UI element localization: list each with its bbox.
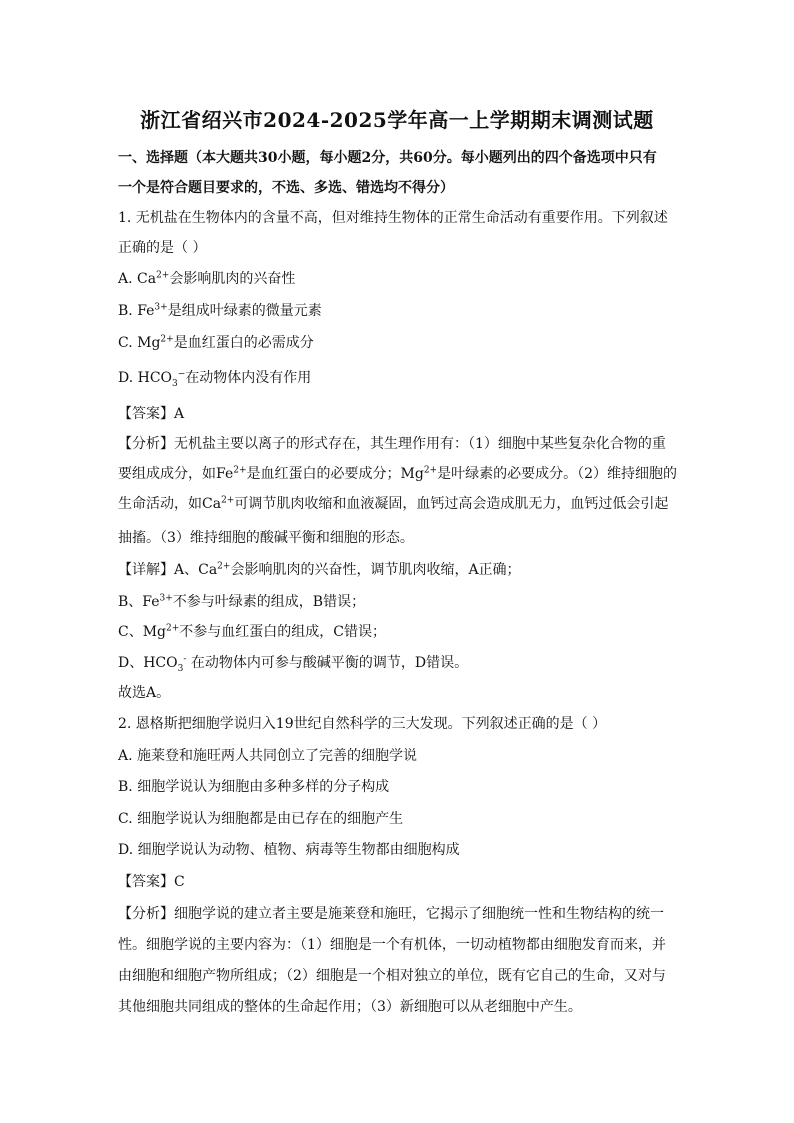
q2-option-c: C. 细胞学说认为细胞都是由已存在的细胞产生 — [118, 811, 404, 827]
q1-detail-line-3: C、$Mg^{2+}$不参与血红蛋白的组成，C错误； — [118, 623, 387, 640]
q1-analysis-line-1: 【分析】无机盐主要以离子的形式存在，其生理作用有：（1）细胞中某些复杂化合物的重 — [118, 436, 666, 452]
q2-analysis-line-1: 【分析】细胞学说的建立者主要是施莱登和施旺，它揭示了细胞统一性和生物结构的统一 — [118, 906, 664, 922]
q2-answer: 【答案】C — [118, 874, 185, 890]
q1-detail-line-1: 【详解】A、$Ca^{2+}$会影响肌肉的兴奋性，调节肌肉收缩，A正确； — [118, 561, 521, 578]
q2-analysis-line-2: 性。细胞学说的主要内容为：（1）细胞是一个有机体，一切动植物都由细胞发育而来，并 — [118, 937, 666, 953]
q1-analysis-line-4: 抽搐。（3）维持细胞的酸碱平衡和细胞的形态。 — [118, 530, 414, 546]
q1-option-c: C. $Mg^{2+}$是血红蛋白的必需成分 — [118, 334, 314, 351]
q1-answer: 【答案】A — [118, 406, 185, 422]
q1-option-d: D. $HCO_3^-$在动物体内没有作用 — [118, 369, 312, 389]
q2-option-b: B. 细胞学说认为细胞由多种多样的分子构成 — [118, 779, 390, 795]
section-heading-line-2: 一个是符合题目要求的，不选、多选、错选均不得分） — [118, 180, 454, 196]
q2-analysis-line-4: 其他细胞共同组成的整体的生命起作用；（3）新细胞可以从老细胞中产生。 — [118, 999, 582, 1015]
section-heading-line-1: 一、选择题（本大题共30小题，每小题2分，共60分。每小题列出的四个备选项中只有 — [118, 150, 657, 166]
q1-analysis-line-2: 要组成成分，如$Fe^{2+}$是血红蛋白的必要成分；$Mg^{2+}$是叶绿素的必要成分。（2）维持细胞的 — [118, 465, 677, 482]
q1-detail-line-2: B、$Fe^{3+}$不参与叶绿素的组成，B错误； — [118, 593, 366, 610]
q1-analysis-line-3: 生命活动，如$Ca^{2+}$可调节肌肉收缩和血液凝固，血钙过高会造成肌无力，血钙过低会引起 — [118, 495, 669, 512]
q2-option-a: A. 施莱登和施旺两人共同创立了完善的细胞学说 — [118, 748, 418, 764]
q1-stem-line-1: 1. 无机盐在生物体内的含量不高，但对维持生物体的正常生命活动有重要作用。下列叙述 — [118, 210, 668, 226]
q1-conclusion: 故选A。 — [118, 685, 171, 701]
q1-option-b: B. $Fe^{3+}$是组成叶绿素的微量元素 — [118, 302, 322, 319]
q2-stem: 2. 恩格斯把细胞学说归入19世纪自然科学的三大发现。下列叙述正确的是（ ） — [118, 716, 607, 732]
q1-stem-line-2: 正确的是（ ） — [118, 240, 207, 256]
q2-option-d: D. 细胞学说认为动物、植物、病毒等生物都由细胞构成 — [118, 842, 460, 858]
q1-option-a: A. $Ca^{2+}$会影响肌肉的兴奋性 — [118, 270, 296, 287]
q1-detail-line-4: D、$HCO_3^-$ 在动物体内可参与酸碱平衡的调节，D错误。 — [118, 654, 469, 674]
page-title: 浙江省绍兴市2024-2025学年高一上学期期末调测试题 — [140, 108, 654, 132]
q2-analysis-line-3: 由细胞和细胞产物所组成；（2）细胞是一个相对独立的单位，既有它自己的生命，又对与 — [118, 968, 666, 984]
